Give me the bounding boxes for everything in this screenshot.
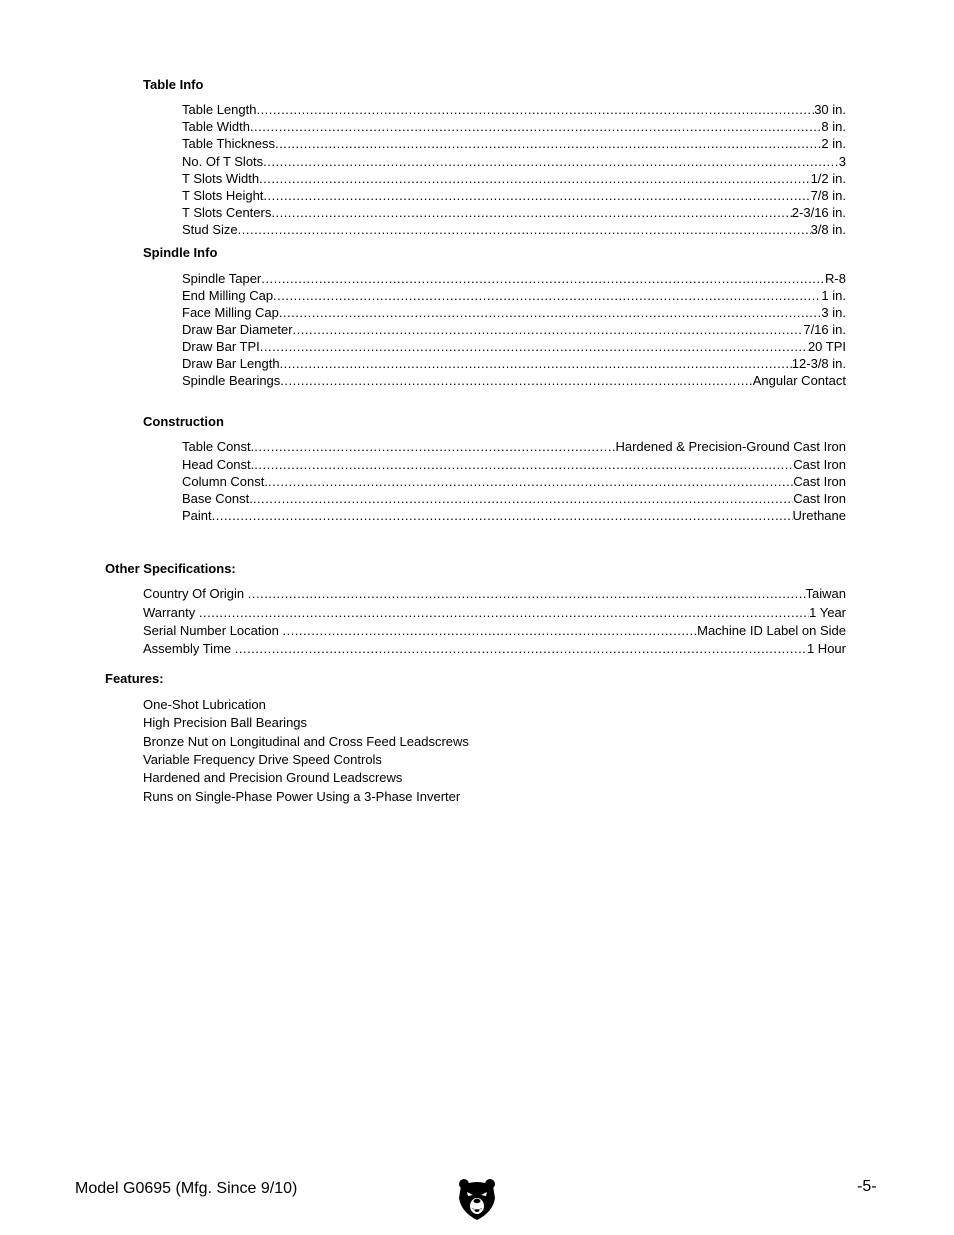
- spec-row-table-const: [182, 438, 846, 455]
- spec-label: Head Const.: [182, 457, 255, 472]
- spindle-info-heading: Spindle Info: [143, 245, 218, 260]
- spec-value: Machine ID Label on Side: [697, 623, 846, 638]
- spec-value: 12-3/8 in.: [791, 356, 846, 371]
- spec-label: Spindle Bearings: [182, 373, 281, 388]
- spec-value: R-8: [825, 271, 846, 286]
- dot-leader: [273, 287, 821, 304]
- feature-item: Hardened and Precision Ground Leadscrews: [143, 770, 403, 785]
- dot-leader: [279, 304, 822, 321]
- spec-value: 1/2 in.: [810, 171, 846, 186]
- table-info-heading: Table Info: [143, 77, 204, 92]
- dot-leader: [212, 507, 793, 524]
- spec-row-t-slots-centers: [182, 204, 846, 221]
- dot-leader: [282, 622, 697, 639]
- dot-leader: [254, 438, 615, 455]
- spec-value: 2-3/16 in.: [791, 205, 846, 220]
- spec-value: 3 in.: [821, 305, 846, 320]
- dot-leader: [293, 321, 804, 338]
- dot-leader: [275, 135, 821, 152]
- spec-label: Serial Number Location: [143, 623, 283, 638]
- spec-row-table-thickness: [182, 135, 846, 152]
- spec-label: Table Thickness: [182, 136, 275, 151]
- dot-leader: [280, 372, 752, 389]
- spec-label: Base Const.: [182, 491, 253, 506]
- page-number: -5-: [857, 1178, 877, 1195]
- dot-leader: [261, 270, 825, 287]
- spec-label: Country Of Origin: [143, 586, 248, 601]
- spec-label: Table Length: [182, 102, 257, 117]
- spec-row-paint: [182, 507, 846, 524]
- spec-label: Stud Size: [182, 222, 238, 237]
- feature-item: Bronze Nut on Longitudinal and Cross Feed Leadscrews: [143, 734, 469, 749]
- spec-value: 3/8 in.: [810, 222, 846, 237]
- spec-value: Angular Contact: [752, 373, 846, 388]
- spec-value: Hardened & Precision-Ground Cast Iron: [615, 439, 846, 454]
- spec-row-draw-bar-length: [182, 355, 846, 372]
- spec-label: T Slots Height: [182, 188, 264, 203]
- feature-item: Variable Frequency Drive Speed Controls: [143, 752, 382, 767]
- dot-leader: [268, 473, 793, 490]
- spec-label: Assembly Time: [143, 641, 235, 656]
- spec-row-serial-number-location: [143, 622, 846, 639]
- spec-value: Cast Iron: [793, 491, 846, 506]
- spec-label: No. Of T Slots: [182, 154, 264, 169]
- dot-leader: [263, 153, 839, 170]
- dot-leader: [238, 221, 811, 238]
- spec-row-table-length: [182, 101, 846, 118]
- spec-value: 1 Hour: [806, 641, 846, 656]
- spec-value: 3: [838, 154, 846, 169]
- spec-label: Draw Bar TPI: [182, 339, 260, 354]
- spec-row-end-milling-cap: [182, 287, 846, 304]
- spec-value: 2 in.: [821, 136, 846, 151]
- spec-label: Table Width: [182, 119, 250, 134]
- spec-label: T Slots Centers: [182, 205, 272, 220]
- dot-leader: [263, 187, 810, 204]
- dot-leader: [256, 101, 814, 118]
- spec-row-spindle-bearings: [182, 372, 846, 389]
- spec-row-head-const: [182, 456, 846, 473]
- spec-row-base-const: [182, 490, 846, 507]
- spec-label: Face Milling Cap: [182, 305, 279, 320]
- spec-row-face-milling-cap: [182, 304, 846, 321]
- spec-label: Warranty: [143, 605, 199, 620]
- dot-leader: [259, 170, 811, 187]
- dot-leader: [254, 456, 793, 473]
- spec-value: Cast Iron: [793, 457, 846, 472]
- spec-row-t-slots-width: [182, 170, 846, 187]
- spec-row-draw-bar-tpi: [182, 338, 846, 355]
- dot-leader: [248, 585, 806, 602]
- spec-value: Urethane: [792, 508, 846, 523]
- spec-label: Draw Bar Diameter: [182, 322, 293, 337]
- other-specifications-heading: Other Specifications:: [105, 561, 236, 576]
- dot-leader: [280, 355, 792, 372]
- spec-label: Table Const.: [182, 439, 255, 454]
- dot-leader: [250, 118, 822, 135]
- spec-value: 30 in.: [814, 102, 846, 117]
- spec-row-assembly-time: [143, 640, 846, 657]
- dot-leader: [271, 204, 791, 221]
- spec-row-t-slots-height: [182, 187, 846, 204]
- spec-label: End Milling Cap: [182, 288, 274, 303]
- construction-heading: Construction: [143, 414, 224, 429]
- bear-head-logo-icon: [457, 1178, 497, 1220]
- spec-row-warranty: [143, 604, 846, 621]
- spec-label: Draw Bar Length: [182, 356, 280, 371]
- spec-row-stud-size: [182, 221, 846, 238]
- spec-row-no-of-t-slots: [182, 153, 846, 170]
- spec-row-spindle-taper: [182, 270, 846, 287]
- spec-value: 7/8 in.: [810, 188, 846, 203]
- spec-value: 7/16 in.: [803, 322, 846, 337]
- spec-value: 1 in.: [821, 288, 846, 303]
- spec-value: 8 in.: [821, 119, 846, 134]
- dot-leader: [199, 604, 809, 621]
- feature-item: Runs on Single-Phase Power Using a 3-Phase Inverter: [143, 789, 461, 804]
- spec-label: T Slots Width: [182, 171, 260, 186]
- dot-leader: [260, 338, 808, 355]
- feature-item: One-Shot Lubrication: [143, 697, 266, 712]
- dot-leader: [235, 640, 807, 657]
- spec-label: Paint: [182, 508, 212, 523]
- spec-label: Spindle Taper: [182, 271, 262, 286]
- spec-row-table-width: [182, 118, 846, 135]
- spec-row-column-const: [182, 473, 846, 490]
- feature-item: High Precision Ball Bearings: [143, 715, 308, 730]
- spec-value: 1 Year: [809, 605, 846, 620]
- spec-value: Taiwan: [805, 586, 846, 601]
- dot-leader: [253, 490, 793, 507]
- footer-model: Model G0695 (Mfg. Since 9/10): [75, 1180, 298, 1197]
- spec-label: Column Const.: [182, 474, 268, 489]
- features-heading: Features:: [105, 671, 164, 686]
- spec-row-country-of-origin: [143, 585, 846, 602]
- spec-value: Cast Iron: [793, 474, 846, 489]
- spec-value: 20 TPI: [807, 339, 846, 354]
- spec-row-draw-bar-diameter: [182, 321, 846, 338]
